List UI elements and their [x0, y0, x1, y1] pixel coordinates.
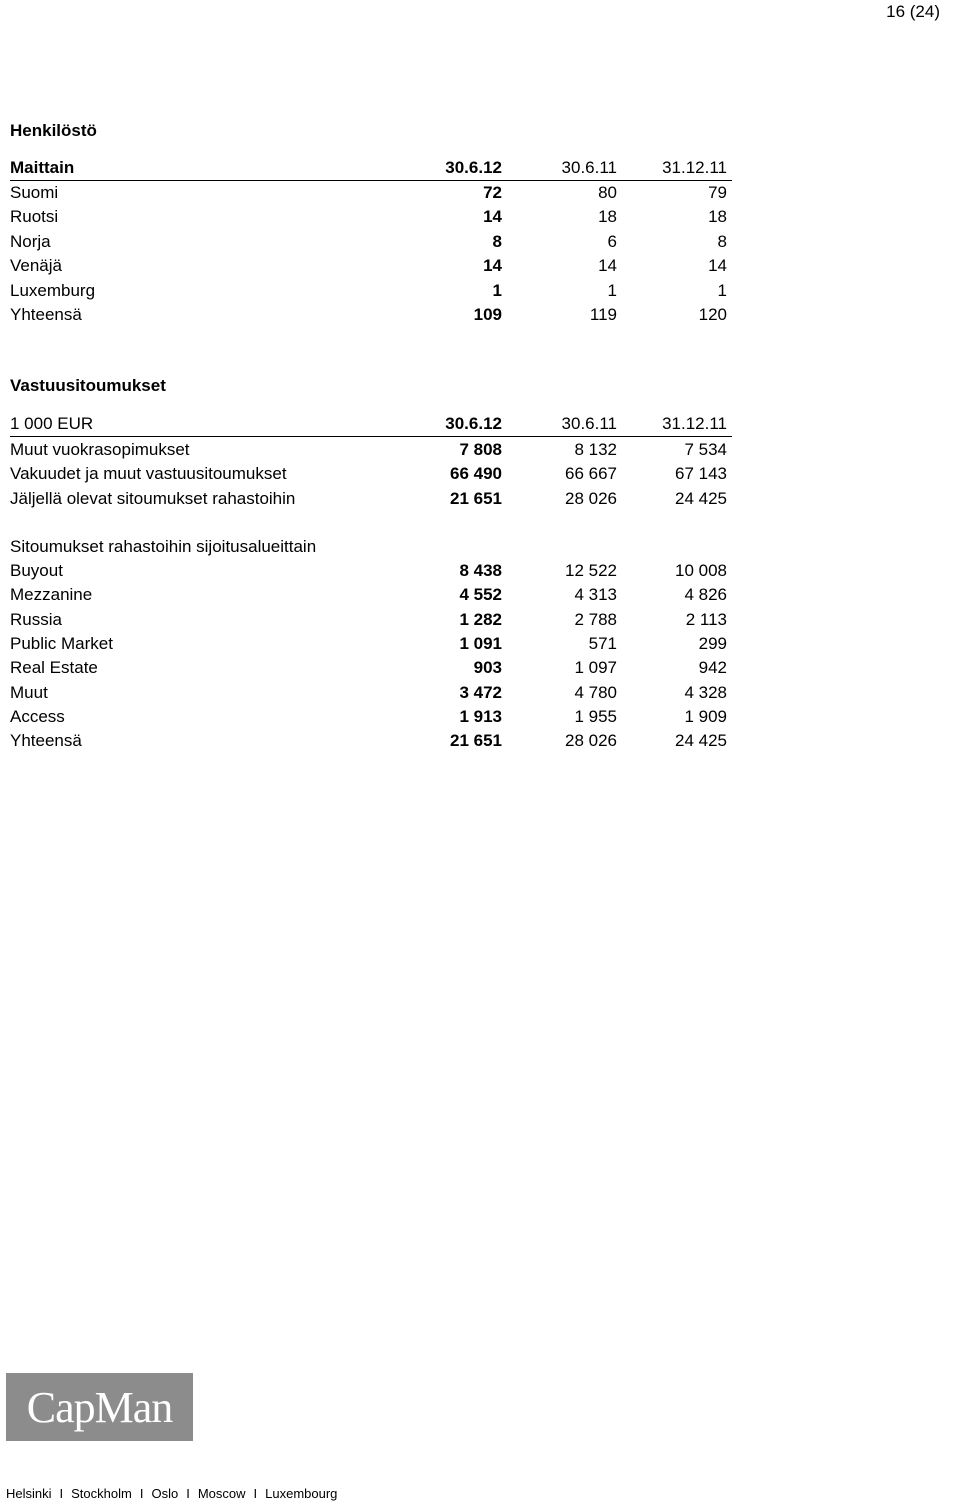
- cell-col-3: 7 534: [684, 440, 727, 459]
- table-row: [10, 438, 732, 462]
- personnel-title: Henkilöstö: [10, 121, 97, 140]
- personnel-header-row: [10, 156, 732, 181]
- table-row: [10, 205, 732, 229]
- cell-col-1: 1: [492, 281, 502, 300]
- cell-col-3: 942: [698, 658, 727, 677]
- commitments-title: Vastuusitoumukset: [10, 376, 166, 395]
- cell-col-2: 571: [588, 634, 617, 653]
- cell-col-1: 8: [492, 232, 502, 251]
- cell-col-2: 12 522: [565, 561, 617, 580]
- table-row: [10, 608, 732, 632]
- cell-col-1: 3 472: [459, 683, 502, 702]
- table-row: [10, 181, 732, 205]
- cell-col-3: 1 909: [684, 707, 727, 726]
- footer-city: Luxembourg: [265, 1486, 338, 1501]
- cell-col-1: 8 438: [459, 561, 502, 580]
- cell-col-2: 1 955: [574, 707, 617, 726]
- cell-col-3: 120: [698, 305, 727, 324]
- table-row: [10, 303, 732, 327]
- table-row: [10, 230, 732, 254]
- cell-col-3: 8: [717, 232, 727, 251]
- cell-col-1: 1 282: [459, 610, 502, 629]
- row-label: Buyout: [10, 561, 63, 580]
- cell-col-1: 66 490: [450, 464, 502, 483]
- table-row: [10, 279, 732, 303]
- header-label: 1 000 EUR: [10, 414, 94, 433]
- page-number: 16 (24): [886, 2, 940, 21]
- row-label: Public Market: [10, 634, 113, 653]
- cell-col-3: 79: [708, 183, 727, 202]
- cell-col-2: 4 313: [574, 585, 617, 604]
- fund-commitments-title: Sitoumukset rahastoihin sijoitusalueittain: [10, 537, 317, 556]
- cell-col-3: 1: [717, 281, 727, 300]
- logo-text: CapMan: [26, 1382, 173, 1432]
- cell-col-1: 109: [473, 305, 502, 324]
- header-col-1: 30.6.12: [445, 414, 502, 433]
- row-label: Real Estate: [10, 658, 98, 677]
- cell-col-3: 299: [698, 634, 727, 653]
- cell-col-2: 66 667: [565, 464, 617, 483]
- row-label: Venäjä: [10, 256, 62, 275]
- row-label: Luxemburg: [10, 281, 96, 300]
- footer-city: Moscow: [197, 1486, 246, 1501]
- cell-col-2: 80: [598, 183, 617, 202]
- cell-col-2: 4 780: [574, 683, 617, 702]
- cell-col-3: 18: [708, 207, 727, 226]
- cell-col-2: 28 026: [565, 489, 617, 508]
- cell-col-3: 24 425: [675, 489, 727, 508]
- table-row: [10, 487, 732, 511]
- row-label: Yhteensä: [10, 731, 82, 750]
- table-row: [10, 583, 732, 607]
- header-col-2: 30.6.11: [561, 158, 617, 177]
- footer-city: Helsinki: [6, 1486, 52, 1501]
- row-label: Vakuudet ja muut vastuusitoumukset: [10, 464, 287, 483]
- cell-col-3: 10 008: [675, 561, 727, 580]
- cell-col-3: 67 143: [675, 464, 727, 483]
- table-row: [10, 705, 732, 729]
- cell-col-2: 1: [607, 281, 617, 300]
- cell-col-3: 4 826: [684, 585, 727, 604]
- footer-city: Oslo: [151, 1486, 179, 1501]
- cell-col-2: 1 097: [574, 658, 617, 677]
- cell-col-1: 14: [483, 207, 502, 226]
- cell-col-2: 28 026: [565, 731, 617, 750]
- table-row: [10, 729, 732, 753]
- row-label: Russia: [10, 610, 62, 629]
- cell-col-3: 14: [708, 256, 727, 275]
- cell-col-1: 903: [473, 658, 502, 677]
- cell-col-1: 21 651: [450, 489, 502, 508]
- cell-col-1: 14: [483, 256, 502, 275]
- table-row: [10, 656, 732, 680]
- row-label: Yhteensä: [10, 305, 82, 324]
- cell-col-3: 24 425: [675, 731, 727, 750]
- cell-col-1: 21 651: [450, 731, 502, 750]
- header-col-1: 30.6.12: [445, 158, 502, 177]
- table-row: [10, 462, 732, 486]
- cell-col-1: 1 913: [459, 707, 502, 726]
- cell-col-2: 18: [598, 207, 617, 226]
- cell-col-1: 4 552: [459, 585, 502, 604]
- header-col-2: 30.6.11: [561, 414, 617, 433]
- footer-cities: [6, 1486, 337, 1501]
- cell-col-2: 6: [607, 232, 617, 251]
- cell-col-1: 7 808: [459, 440, 502, 459]
- row-label: Muut vuokrasopimukset: [10, 440, 190, 459]
- cell-col-2: 14: [598, 256, 617, 275]
- footer-city: Stockholm: [71, 1486, 132, 1501]
- commitments-header-row: [10, 412, 732, 437]
- row-label: Mezzanine: [10, 585, 93, 604]
- row-label: Suomi: [10, 183, 59, 202]
- cell-col-3: 4 328: [684, 683, 727, 702]
- row-label: Access: [10, 707, 65, 726]
- header-col-3: 31.12.11: [662, 158, 727, 177]
- cell-col-2: 8 132: [574, 440, 617, 459]
- table-row: [10, 559, 732, 583]
- header-label: Maittain: [10, 158, 75, 177]
- footer-separator: I: [253, 1486, 258, 1501]
- cell-col-1: 72: [483, 183, 502, 202]
- footer-separator: I: [139, 1486, 144, 1501]
- cell-col-1: 1 091: [459, 634, 502, 653]
- row-label: Muut: [10, 683, 48, 702]
- row-label: Norja: [10, 232, 51, 251]
- cell-col-3: 2 113: [685, 610, 727, 629]
- row-label: Ruotsi: [10, 207, 59, 226]
- table-row: [10, 681, 732, 705]
- table-row: [10, 632, 732, 656]
- cell-col-2: 2 788: [574, 610, 617, 629]
- row-label: Jäljellä olevat sitoumukset rahastoihin: [10, 489, 296, 508]
- capman-logo: [6, 1373, 193, 1441]
- footer-separator: I: [186, 1486, 190, 1501]
- header-col-3: 31.12.11: [662, 414, 727, 433]
- cell-col-2: 119: [589, 305, 617, 324]
- footer-separator: I: [59, 1486, 64, 1501]
- table-row: [10, 254, 732, 278]
